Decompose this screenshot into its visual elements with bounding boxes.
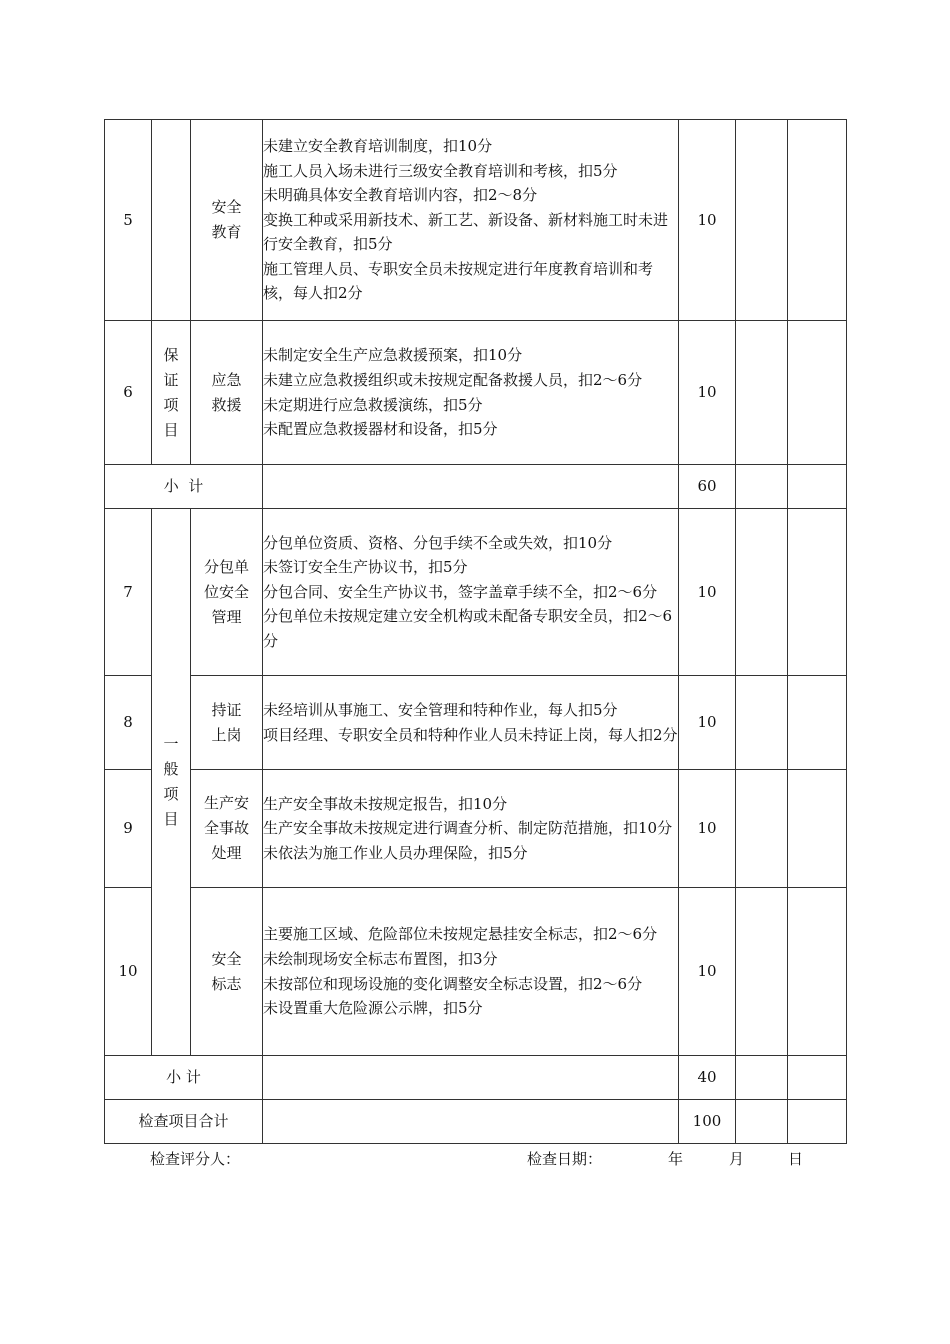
deduction-line: 生产安全事故未按规定报告，扣10分 <box>263 794 508 813</box>
score-actual[interactable] <box>788 321 847 465</box>
score-deducted[interactable] <box>736 676 788 770</box>
score-actual[interactable] <box>788 120 847 321</box>
deduction-line: 施工管理人员、专职安全员未按规定进行年度教育培训和考核，每人扣2分 <box>263 259 654 303</box>
deduction-line: 未设置重大危险源公示牌，扣5分 <box>263 999 483 1018</box>
subtotal-content <box>263 1056 679 1100</box>
date-year: 年 <box>668 1150 684 1168</box>
score-deducted[interactable] <box>736 1100 788 1144</box>
check-item: 应急 救援 <box>191 321 263 465</box>
score-actual[interactable] <box>788 888 847 1056</box>
row-number: 5 <box>105 120 152 321</box>
score-due: 10 <box>679 509 736 676</box>
score-actual[interactable] <box>788 1100 847 1144</box>
category-general: 一 般 项 目 <box>152 509 191 1056</box>
score-actual[interactable] <box>788 509 847 676</box>
deduction-standard <box>263 120 679 321</box>
check-item: 分包单 位安全 管理 <box>191 509 263 676</box>
table-row <box>105 676 847 770</box>
score-due: 10 <box>679 770 736 888</box>
deduction-line: 未依法为施工作业人员办理保险，扣5分 <box>263 843 528 862</box>
deduction-line: 未绘制现场安全标志布置图，扣3分 <box>263 949 498 968</box>
row-number: 8 <box>105 676 152 770</box>
deduction-standard <box>263 676 679 770</box>
table-row <box>105 509 847 676</box>
total-row <box>105 1100 847 1144</box>
score-actual[interactable] <box>788 676 847 770</box>
deduction-line: 未建立安全教育培训制度，扣10分 <box>263 136 493 155</box>
score-deducted[interactable] <box>736 509 788 676</box>
total-score: 100 <box>679 1100 736 1144</box>
deduction-line: 分包单位未按规定建立安全机构或未配备专职安全员，扣2～6分 <box>263 607 673 650</box>
score-deducted[interactable] <box>736 1056 788 1100</box>
row-number: 9 <box>105 770 152 888</box>
subtotal-row <box>105 465 847 509</box>
score-deducted[interactable] <box>736 120 788 321</box>
row-number: 10 <box>105 888 152 1056</box>
subtotal-content <box>263 465 679 509</box>
deduction-line: 未定期进行应急救援演练，扣5分 <box>263 395 483 414</box>
score-actual[interactable] <box>788 1056 847 1100</box>
table-row <box>105 120 847 321</box>
deduction-line: 未明确具体安全教育培训内容，扣2～8分 <box>263 186 538 205</box>
score-deducted[interactable] <box>736 321 788 465</box>
score-deducted[interactable] <box>736 465 788 509</box>
category-guarantee: 保 证 项 目 <box>152 321 191 465</box>
check-item: 持证 上岗 <box>191 676 263 770</box>
score-due: 10 <box>679 888 736 1056</box>
deduction-line: 项目经理、专职安全员和特种作业人员未持证上岗，每人扣2分 <box>263 725 678 744</box>
check-item: 安全 标志 <box>191 888 263 1056</box>
score-actual[interactable] <box>788 465 847 509</box>
deduction-standard <box>263 321 679 465</box>
category-cell-blank <box>152 120 191 321</box>
deduction-line: 未配置应急救援器材和设备，扣5分 <box>263 420 498 439</box>
inspection-score-table <box>104 119 847 1144</box>
deduction-standard <box>263 509 679 676</box>
score-due: 10 <box>679 120 736 321</box>
deduction-standard <box>263 770 679 888</box>
deduction-line: 变换工种或采用新技术、新工艺、新设备、新材料施工时未进行安全教育，扣5分 <box>263 210 669 254</box>
deduction-line: 未签订安全生产协议书，扣5分 <box>263 558 468 577</box>
scorer-label: 检查评分人： <box>150 1150 241 1168</box>
row-number: 6 <box>105 321 152 465</box>
subtotal-label: 小 计 <box>105 1056 263 1100</box>
table-row <box>105 770 847 888</box>
deduction-line: 分包合同、安全生产协议书，签字盖章手续不全，扣2～6分 <box>263 582 658 601</box>
row-number: 7 <box>105 509 152 676</box>
score-actual[interactable] <box>788 770 847 888</box>
date-day: 日 <box>788 1150 804 1168</box>
check-item: 安全 教育 <box>191 120 263 321</box>
deduction-line: 施工人员入场未进行三级安全教育培训和考核，扣5分 <box>263 161 618 180</box>
deduction-standard <box>263 888 679 1056</box>
score-deducted[interactable] <box>736 888 788 1056</box>
deduction-line: 未建立应急救援组织或未按规定配备救援人员，扣2～6分 <box>263 370 643 389</box>
deduction-line: 生产安全事故未按规定进行调查分析、制定防范措施，扣10分 <box>263 819 673 838</box>
total-label: 检查项目合计 <box>105 1100 263 1144</box>
table-row <box>105 888 847 1056</box>
deduction-line: 未按部位和现场设施的变化调整安全标志设置，扣2～6分 <box>263 974 643 993</box>
date-label: 检查日期： <box>527 1150 603 1168</box>
score-deducted[interactable] <box>736 770 788 888</box>
deduction-line: 未经培训从事施工、安全管理和特种作业，每人扣5分 <box>263 700 618 719</box>
deduction-line: 主要施工区域、危险部位未按规定悬挂安全标志，扣2～6分 <box>263 925 658 944</box>
score-due: 10 <box>679 321 736 465</box>
deduction-line: 分包单位资质、资格、分包手续不全或失效，扣10分 <box>263 533 613 552</box>
subtotal-label: 小 计 <box>105 465 263 509</box>
table-row <box>105 321 847 465</box>
date-month: 月 <box>729 1150 745 1168</box>
subtotal-score: 40 <box>679 1056 736 1100</box>
subtotal-score: 60 <box>679 465 736 509</box>
score-due: 10 <box>679 676 736 770</box>
total-content <box>263 1100 679 1144</box>
check-item: 生产安 全事故 处理 <box>191 770 263 888</box>
deduction-line: 未制定安全生产应急救援预案，扣10分 <box>263 346 523 365</box>
subtotal-row <box>105 1056 847 1100</box>
